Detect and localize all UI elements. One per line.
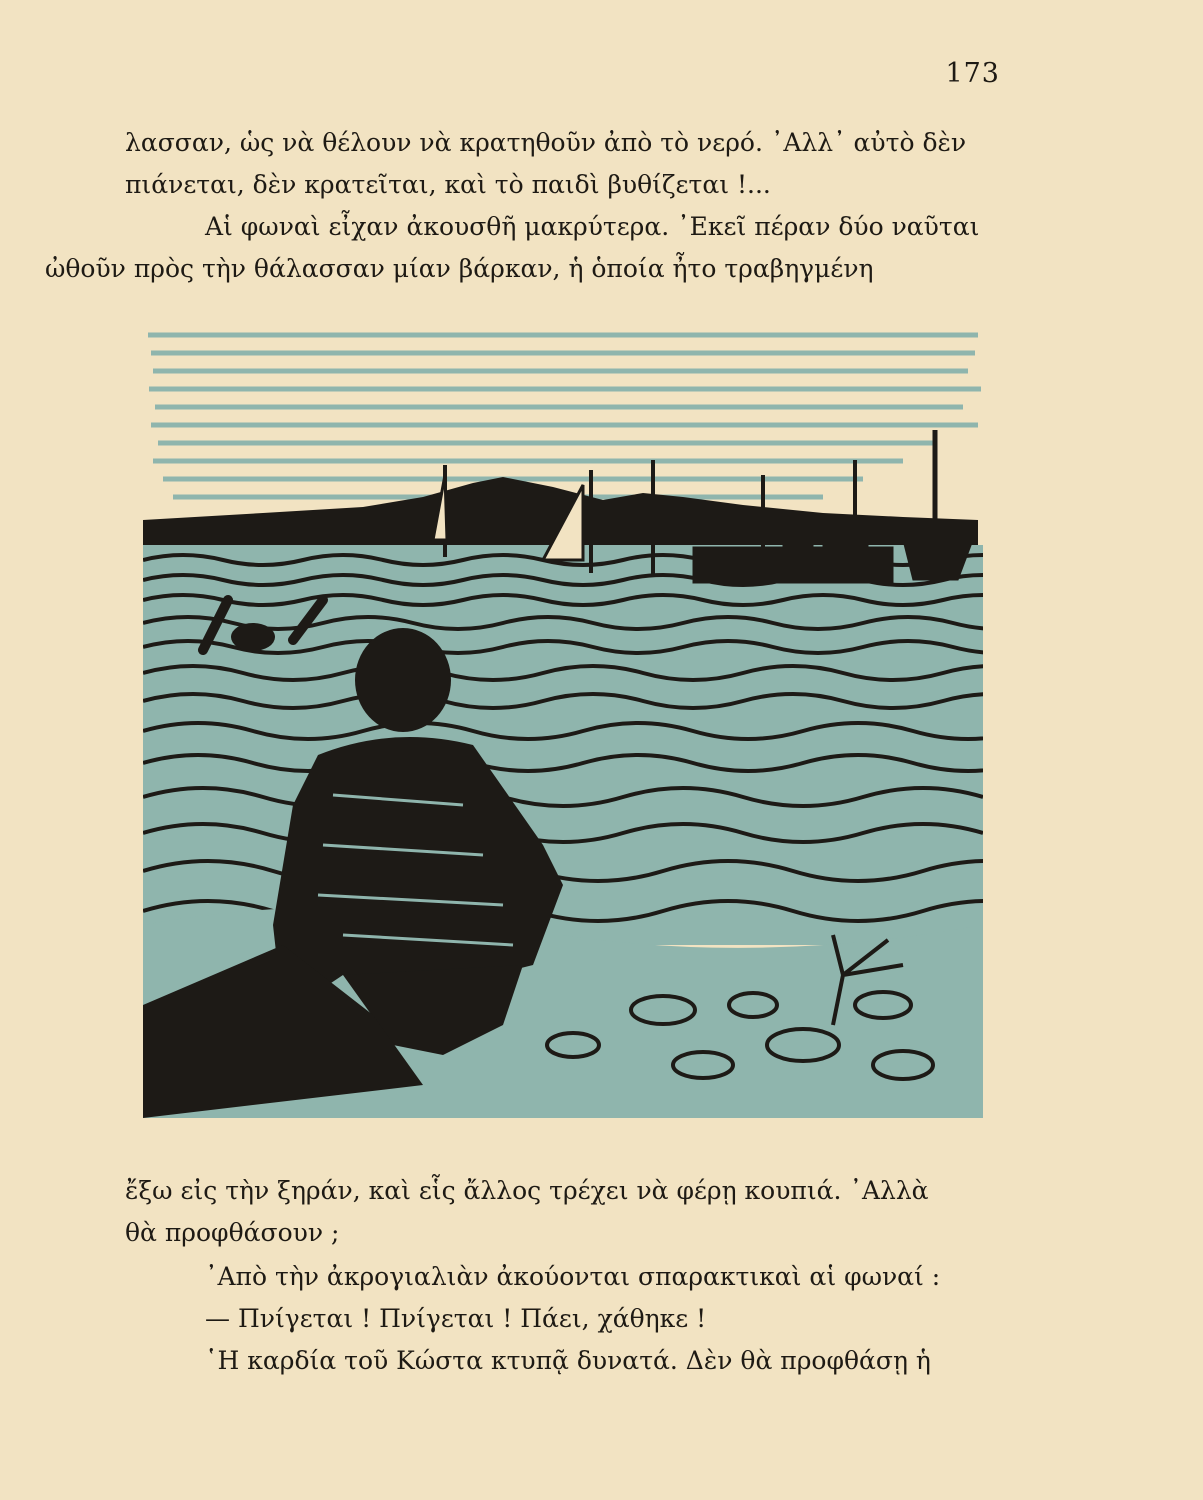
text-line: θὰ προφθάσουν ; <box>125 1218 340 1247</box>
text-line: ἔξω εἰς τὴν ξηράν, καὶ εἷς ἄλλος τρέχει νὰ φέρῃ κουπιά. ᾿Αλλὰ <box>125 1176 929 1205</box>
text-line: ῾Η καρδία τοῦ Κώστα κτυπᾷ δυνατά. Δὲν θὰ προφθάσῃ ἡ <box>205 1346 931 1375</box>
paragraph-continuation <box>125 1170 1000 1254</box>
text-line: Αἱ φωναὶ εἶχαν ἀκουσθῆ μακρύτερα. ᾿Εκεῖ πέραν δύο ναῦται <box>205 212 980 241</box>
text-line: ὠθοῦν πρὸς τὴν θάλασσαν μίαν βάρκαν, ἡ ὁποία ἦτο τραβηγμένη <box>45 254 874 283</box>
woodcut-illustration <box>143 325 983 1118</box>
text-line: λασσαν, ὡς νὰ θέλουν νὰ κρατηθοῦν ἀπὸ τὸ νερό. ᾿Αλλ᾿ αὐτὸ δὲν <box>125 128 967 157</box>
paragraph <box>45 206 1000 290</box>
paragraph <box>125 1340 1000 1382</box>
text-line: ᾿Απὸ τὴν ἀκρογιαλιὰν ἀκούονται σπαρακτικαὶ αἱ φωναί : <box>205 1262 941 1291</box>
dialogue-line <box>125 1298 1000 1340</box>
illustration <box>143 325 983 1118</box>
paragraph <box>125 1256 1000 1298</box>
page-number: 173 <box>945 58 1000 89</box>
text-line: — Πνίγεται ! Πνίγεται ! Πάει, χάθηκε ! <box>205 1304 707 1333</box>
paragraph-continuation <box>125 122 1000 206</box>
text-line: πιάνεται, δὲν κρατεῖται, καὶ τὸ παιδὶ βυθίζεται !... <box>125 170 771 199</box>
